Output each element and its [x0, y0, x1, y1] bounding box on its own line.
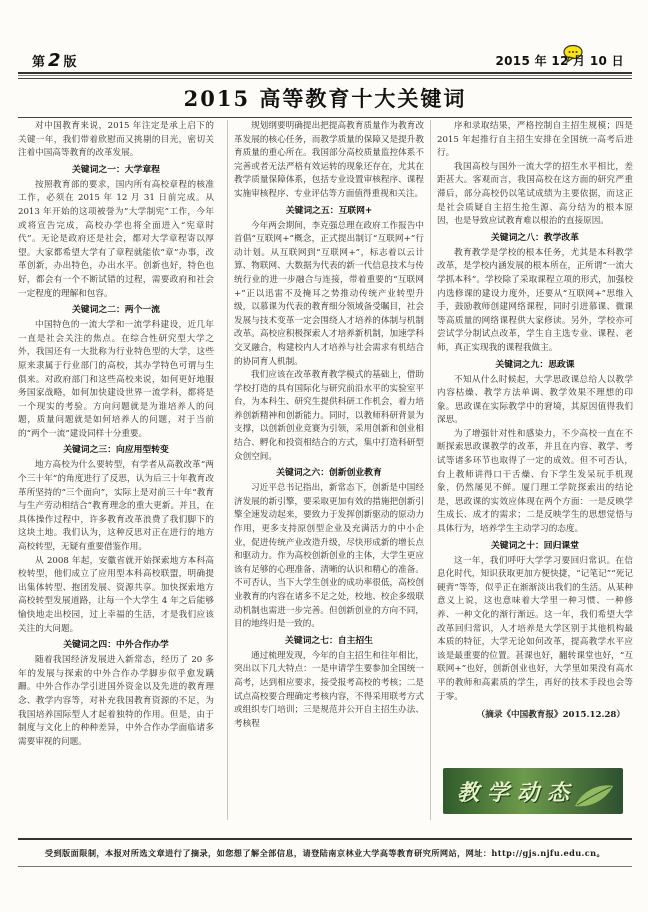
paragraph: 我们应该在改革教育教学模式的基础上，借助学校打造的具有国际化与研究前沿水平的实验室平台，为本科生、研究生提供科研工作机会，着力培养创新精神和创新能力。同时，以教师科研背景为支撑，以创新创业竞赛为引领，采用创新和创业相结合、孵化和投资相结合的方式，集中打造科研型众创空间。 [234, 370, 424, 462]
article-body [18, 120, 632, 820]
keyword-heading-2: 关键词之二：两个一流 [72, 305, 160, 316]
paragraph: 不知从什么时候起，大学思政课总给人以教学内容枯燥、教学方法单调、教学效果不理想的印象。思政课在实际教学中的窘境，其原因值得我们深思。 [437, 374, 633, 426]
keyword-heading-9: 关键词之九：思政课 [495, 359, 575, 370]
source-citation: （摘录《中国教育报》2015.12.28） [476, 710, 625, 721]
header-rule-thin [18, 75, 632, 76]
column-1 [18, 120, 214, 820]
headline: 2015 高等教育十大关键词 [183, 86, 467, 111]
paragraph: 地方高校为什么要转型，有学者从高教改革“两个三十年”的角度进行了反思，认为后三十年教育改革所坚持的“三个面向”，实际上是对前三十年“教育与生产劳动相结合”教育理念的重大更新。并且，在具体操作过程中，许多教育改革浪费了我们脚下的这块土地。我们认为，这种反思对正在进行的地方高校转型，无疑有重要借鉴作用。 [18, 460, 214, 553]
paragraph: 这一年，我们呼吁大学学习要回归常识。在信息化时代，知识获取更加方便快捷，“记笔记”“死记硬背”等等，似乎正在渐渐淡出我们的生活。从某种意义上说，这也意味着大学里一种习惯、一种修养、一种文化的渐行渐远。这一年，我们希望大学改革回归常识，人才培养是大学区别于其他机构最本质的特征，大学无论如何改革，提高教学水平应该是最重要的位置。甚课也好，翻转课堂也好，“互联网+”也好，创新创业也好，大学里如果没有高水平的教师和高素质的学生，再好的技术手段也会等于零。 [437, 555, 633, 702]
keyword-heading-5: 关键词之五：互联网+ [285, 205, 373, 216]
footer-notice [18, 838, 632, 867]
banner-text: 教学动态 [457, 780, 578, 806]
keyword-heading-4: 关键词之四：中外合作办学 [63, 640, 169, 651]
headline-box [18, 78, 632, 118]
paragraph: 今年两会期间，李克强总理在政府工作报告中首倡“互联网+”概念，正式提出制订“互联网+”行动计划。从互联网到“互联网+”，标志着以云计算、物联网、大数据为代表的新一代信息技术与传统行业的进一步融合与连接，带着重要的“互联网+”正以迅雷不及掩耳之势推动传统产业转型升级，以慕课为代表的教育细分领域备受瞩目，社会发展与技术变革一定会围绕人才培养的体制与机制改革。高校应积极探索人才培养新机制，加速学科交叉融合，构建校内人才培养与社会需求有机结合的协同育人机制。 [234, 220, 424, 367]
keyword-heading-8: 关键词之八：教学改革 [491, 232, 579, 243]
intro-paragraph: 对中国教育来说，2015 年注定是承上启下的关键一年，我们带着欣慰而又挑剔的目光，密切关注着中国高等教育的改革发展。 [18, 121, 214, 159]
column-2 [227, 120, 424, 820]
paragraph: 按照教育部的要求，国内所有高校章程的核准工作，必须在 2015 年 12 月 31 日前完成。从 2013 年开始的这项被誉为“大学制宪”工作，今年或将宣告完成，高校办学也将全面进入“宪章时代”。无论是政府还是社会，都对大学章程寄以厚望。大家都希望大学有了章程就能依“章”办事，改革创新，办出特色，办出水平。创新也好，特色也好，都会有一个不断试错的过程，需要政府和社会一定程度的理解和包容。 [18, 179, 214, 299]
paragraph: 教育教学是学校的根本任务，尤其是本科教学改革，是学校内涵发展的根本所在，正所谓“一流大学抓本科”。学校除了采取课程立项的形式，加强校内选修课的建设力度外，还要从“互联网+”思维入手，鼓励教师创建网络课程，同时引进慕课、微课等高质量的网络课程供大家修读。另外，学校亦可尝试学分制试点改革，学生自主选专业、课程、老师，真正实现我的课程我做主。 [437, 247, 633, 353]
paragraph: 我国高校与国外一流大学的招生水平相比，差距甚大。客观而言，我国高校在这方面的研究严重滞后，部分高校仍以笔试成绩为主要依据，而这正是社会质疑自主招生抢生源、高分结为的根本原因，也是导致应试教育难以根治的直接原因。 [437, 161, 633, 227]
page-number-label [32, 50, 77, 71]
paragraph: 序和录取结果，严格控制自主招生规模；四是 2015 年起推行自主招生安排在全国统一高考后进行。 [437, 121, 633, 159]
page-prefix: 第 [32, 55, 46, 70]
page-number: 2 [48, 50, 61, 71]
paragraph: 中国特色的一流大学和一流学科建设，近几年一直是社会关注的焦点。在综合性研究型大学之外，我国还有一大批称为行业特色型的大学，这些原来隶属于行业部门的高校，其办学特色可谓与生俱来。对政府部门和这些高校来说，如何更好地服务国家战略，如何加快建设世界一流学科，都将是一个现实的考验。方向问题就是为谁培养人的问题，质量问题就是如何培养人的问题，对于当前的“两个一流”建设同样十分重要。 [18, 320, 214, 439]
decorative-banner [443, 768, 623, 814]
keyword-heading-1: 关键词之一：大学章程 [72, 164, 160, 175]
paragraph: 为了增强针对性和感染力，不少高校一直在不断探索思政课教学的改革，并且在内容、教学、考试等诸多环节也取得了一定的成效。但不可否认，台上教师讲得口干舌燥、台下学生发呆玩手机现象，仍然屡见不鲜。厦门理工学院探索出的结论是，思政课的实效应体现在两个方面：一是反映学生成长、成才的需求；二是反映学生的思想觉悟与具体行为，培养学生主动学习的态度。 [437, 428, 633, 535]
column-3 [430, 120, 633, 820]
header-rule [18, 72, 632, 74]
keyword-heading-3: 关键词之三：向应用型转变 [63, 445, 169, 456]
paragraph: 从 2008 年起，安徽省就开始探索地方本科高校转型，他们成立了应用型本科高校联盟，明确提出集体转型、抱团发展、资源共享。加快探索地方高校转型发展道路，让每一个大学生 4 年之后能够愉快地走出校园，过上幸福的生活，才是我们应该关注的大问题。 [18, 555, 214, 634]
keyword-heading-6: 关键词之六：创新创业教育 [276, 468, 382, 479]
paragraph: 通过梳理发现，今年的自主招生和往年相比，突出以下几大特点：一是申请学生要参加全国统一高考，达到相应要求，接受报考高校的考核；二是试点高校要合理确定考核内容，不得采用联考方式或组织专门培训；三是规范并公开自主招生办法、考核程 [234, 650, 424, 729]
paragraph: 习近平总书记指出，新常态下，创新是中国经济发展的新引擎，要采取更加有效的措施把创新引擎全速发动起来，要致力于发挥创新驱动的原动力作用，更多支持原创型企业及充满活力的中小企业，促进传统产业改造升级，尽快形成新的增长点和驱动力。作为高校创新创业的主体，大学生更应该有足够的心理准备、清晰的认识和精心的准备。不可否认，当下大学生创业的成功率很低，高校创业教育的内容在诸多不足之处，校地、校企多级联动机制也需进一步完善。但创新创业的方向不同，目的地终归是一致的。 [234, 483, 424, 630]
keyword-heading-7: 关键词之七：自主招生 [285, 635, 373, 646]
page-header [18, 48, 632, 72]
footer-text: 受到版面限制，本报对所选文章进行了摘录，如您想了解全部信息，请登陆南京林业大学高等教育研究所网站，网址：http://gjs.njfu.edu.cn。 [44, 847, 606, 858]
leaf-icon [571, 782, 617, 810]
paragraph: 随着我国经济发展进入新常态，经历了 20 多年的发展与探索的中外合作办学脚步似乎愈发蹒跚。中外合作办学引进国外资金以及先进的教育理念、教学内容等，对补充我国教育资源的不足，为我国培养国际型人才起着独特的作用。但是，由于制度与文化上的种种差异，中外合作办学面临诸多需要审视的问题。 [18, 655, 214, 747]
keyword-heading-10: 关键词之十：回归课堂 [491, 540, 579, 551]
issue-date: 2015 年 12 月 10 日 [495, 54, 624, 68]
paragraph: 规划纲要明确提出把提高教育质量作为教育改革发展的核心任务，而教学质量的保障又是提升教育质量的重心所在。我国部分高校质量监控体系不完善或者无法严格有效运转的现象还存在，尤其在教学质量保障体系，包括专业设置审核程序、课程实施审核程序、专业评估等方面值得重视和关注。 [234, 121, 424, 199]
page-suffix: 版 [63, 55, 77, 70]
